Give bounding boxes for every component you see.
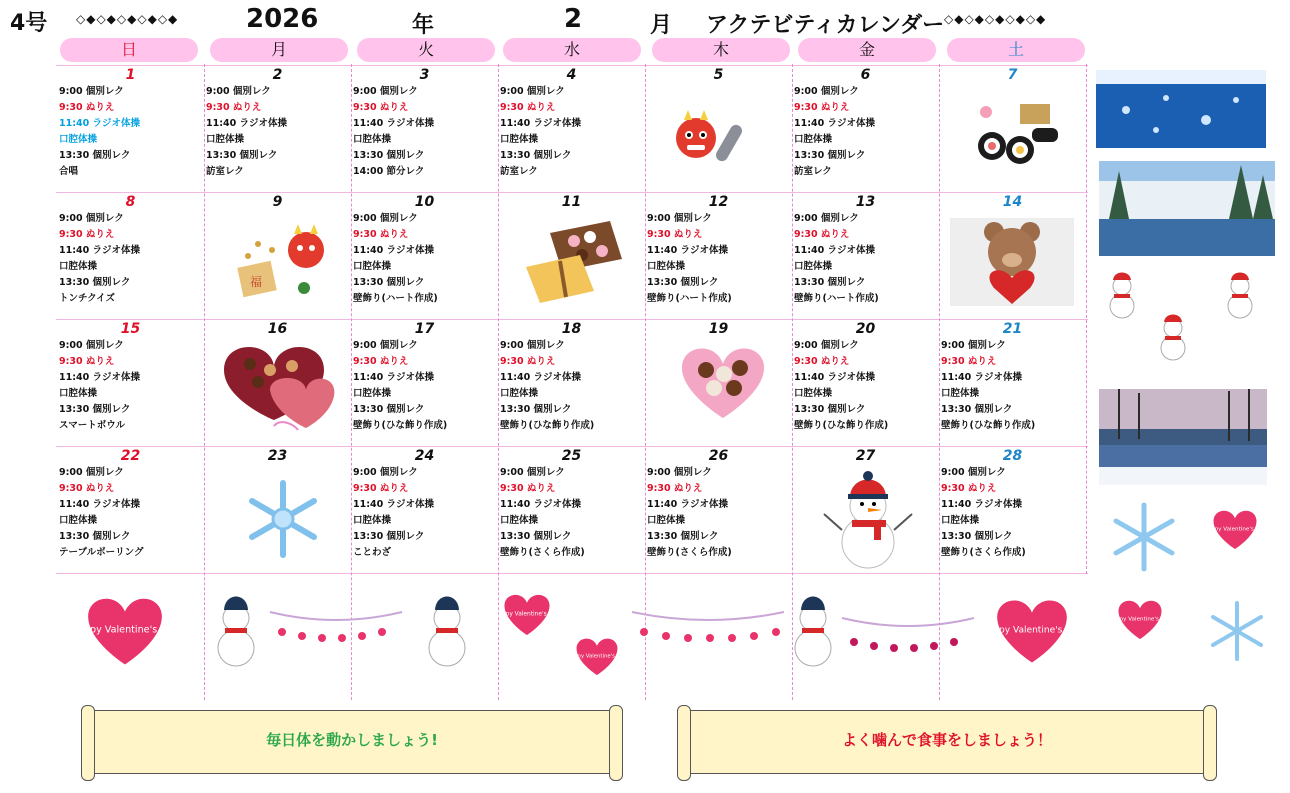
activity-list bbox=[500, 465, 643, 561]
day-number: 14 bbox=[1002, 194, 1023, 210]
calendar-day-cell bbox=[57, 66, 204, 192]
weekday-header: 月 bbox=[210, 38, 348, 62]
activity-item: 13:30 個別レク bbox=[941, 404, 1013, 415]
activity-item: 11:40 ラジオ体操 bbox=[353, 372, 435, 383]
heart-garland-icon bbox=[268, 602, 404, 646]
activity-item: 13:30 個別レク bbox=[941, 531, 1013, 542]
valentine-heart-text: Happy Valentine's Day bbox=[1108, 616, 1172, 623]
banner-right-text: よく噛んで食事をしましょう！ bbox=[841, 731, 1052, 749]
activity-item: 9:00 個別レク bbox=[206, 86, 271, 97]
activity-item: 9:30 ぬりえ bbox=[941, 356, 997, 367]
activity-item: 口腔体操 bbox=[647, 515, 686, 526]
scroll-banner-right bbox=[684, 710, 1210, 774]
snowman-icon bbox=[424, 588, 470, 670]
activity-item: 口腔体操 bbox=[794, 134, 833, 145]
weekday-header: 日 bbox=[60, 38, 198, 62]
activity-item: 9:00 個別レク bbox=[794, 86, 859, 97]
day-number: 11 bbox=[561, 194, 582, 210]
calendar-day-cell bbox=[351, 66, 498, 192]
day-number: 24 bbox=[414, 448, 435, 464]
header-month-label: 月 bbox=[650, 13, 673, 38]
header-diamonds-left: ◇◆◇◆◇◆◇◆◇◆ bbox=[76, 12, 179, 26]
activity-item: 口腔体操 bbox=[500, 134, 539, 145]
activity-item: 9:00 個別レク bbox=[59, 467, 124, 478]
day-number: 10 bbox=[414, 194, 435, 210]
activity-item: 9:00 個別レク bbox=[647, 467, 712, 478]
activity-item: 口腔体操 bbox=[500, 388, 539, 399]
activity-item: 壁飾り(ハート作成) bbox=[353, 293, 438, 304]
weekday-header: 金 bbox=[798, 38, 936, 62]
activity-item: トンチクイズ bbox=[59, 293, 116, 304]
heart-chocolate-box-icon bbox=[214, 340, 338, 432]
calendar-day-cell bbox=[498, 320, 645, 446]
activity-item: 9:00 個別レク bbox=[59, 213, 124, 224]
activity-item: 13:30 個別レク bbox=[59, 531, 131, 542]
day-number: 7 bbox=[1007, 67, 1018, 83]
calendar-day-cell bbox=[351, 320, 498, 446]
activity-item: 11:40 ラジオ体操 bbox=[794, 245, 876, 256]
day-number: 4 bbox=[566, 67, 577, 83]
day-number: 6 bbox=[860, 67, 871, 83]
calendar-day-cell bbox=[57, 320, 204, 446]
valentine-heart-text: Happy Valentine's Day bbox=[980, 625, 1084, 636]
activity-item: 壁飾り(ハート作成) bbox=[794, 293, 879, 304]
activity-item: 13:30 個別レク bbox=[794, 150, 866, 161]
activity-item: 11:40 ラジオ体操 bbox=[794, 372, 876, 383]
activity-item: 口腔体操 bbox=[59, 515, 98, 526]
header-diamonds-right: ◇◆◇◆◇◆◇◆◇◆ bbox=[944, 12, 1047, 26]
activity-item: 9:00 個別レク bbox=[941, 340, 1006, 351]
activity-item: 11:40 ラジオ体操 bbox=[647, 499, 729, 510]
activity-item: 13:30 個別レク bbox=[353, 150, 425, 161]
activity-list bbox=[794, 84, 937, 180]
snowflake-icon bbox=[1104, 500, 1184, 574]
activity-item: 訪室レク bbox=[794, 166, 832, 177]
activity-item: 11:40 ラジオ体操 bbox=[353, 245, 435, 256]
activity-item: 9:30 ぬりえ bbox=[59, 229, 115, 240]
activity-item: 13:30 個別レク bbox=[647, 277, 719, 288]
activity-item: 13:30 個別レク bbox=[59, 150, 131, 161]
activity-list bbox=[353, 465, 496, 561]
activity-item: 口腔体操 bbox=[59, 261, 98, 272]
activity-item: 9:30 ぬりえ bbox=[794, 356, 850, 367]
activity-item: 11:40 ラジオ体操 bbox=[500, 499, 582, 510]
activity-item: 壁飾り(ハート作成) bbox=[647, 293, 732, 304]
day-number: 20 bbox=[855, 321, 876, 337]
day-number: 28 bbox=[1002, 448, 1023, 464]
snowman-icon bbox=[790, 588, 836, 670]
calendar-day-cell bbox=[57, 447, 204, 573]
valentine-heart-icon bbox=[980, 596, 1084, 664]
weekday-header: 水 bbox=[503, 38, 641, 62]
scroll-roll bbox=[81, 705, 95, 781]
day-number: 2 bbox=[272, 67, 283, 83]
valentine-heart-icon bbox=[70, 594, 180, 666]
activity-list bbox=[647, 211, 790, 307]
day-number: 1 bbox=[125, 67, 136, 83]
activity-item: 9:00 個別レク bbox=[353, 467, 418, 478]
activity-list bbox=[941, 465, 1084, 561]
winter-snowflake-photo bbox=[1096, 70, 1266, 148]
activity-item: 9:00 個別レク bbox=[353, 213, 418, 224]
activity-item: 11:40 ラジオ体操 bbox=[59, 499, 141, 510]
calendar-day-cell bbox=[57, 193, 204, 319]
activity-item: 13:30 個別レク bbox=[59, 277, 131, 288]
day-number: 21 bbox=[1002, 321, 1023, 337]
issue-number: 4号 bbox=[10, 11, 48, 36]
activity-list bbox=[59, 465, 202, 561]
snowman-icon bbox=[213, 588, 259, 670]
activity-item: 口腔体操 bbox=[353, 261, 392, 272]
day-number: 26 bbox=[708, 448, 729, 464]
day-number: 13 bbox=[855, 194, 876, 210]
activity-item: 11:40 ラジオ体操 bbox=[206, 118, 288, 129]
activity-list bbox=[353, 211, 496, 307]
snowflake-icon bbox=[242, 478, 324, 560]
activity-item: 9:30 ぬりえ bbox=[794, 102, 850, 113]
chocolate-box-icon bbox=[522, 215, 626, 305]
oni-demon-icon bbox=[668, 108, 758, 168]
activity-item: 11:40 ラジオ体操 bbox=[59, 372, 141, 383]
activity-item: 13:30 個別レク bbox=[794, 404, 866, 415]
heart-garland-icon bbox=[840, 608, 976, 658]
activity-item: 13:30 個別レク bbox=[59, 404, 131, 415]
snowman-icon bbox=[1155, 310, 1191, 362]
activity-item: 13:30 個別レク bbox=[353, 277, 425, 288]
activity-item: 9:30 ぬりえ bbox=[647, 483, 703, 494]
day-number: 9 bbox=[272, 194, 283, 210]
activity-item: 11:40 ラジオ体操 bbox=[59, 118, 141, 129]
valentine-heart-icon bbox=[566, 636, 628, 676]
calendar-title: アクテビティカレンダー bbox=[706, 13, 945, 38]
grid-line bbox=[1086, 64, 1087, 574]
activity-item: 9:30 ぬりえ bbox=[59, 356, 115, 367]
valentine-heart-text: Happy Valentine's Day bbox=[70, 624, 180, 636]
calendar-day-cell bbox=[351, 193, 498, 319]
activity-item: 9:30 ぬりえ bbox=[500, 356, 556, 367]
header-month: 2 bbox=[564, 4, 583, 34]
calendar-day-cell bbox=[351, 447, 498, 573]
activity-item: 9:00 個別レク bbox=[794, 213, 859, 224]
activity-item: 11:40 ラジオ体操 bbox=[794, 118, 876, 129]
activity-item: 9:30 ぬりえ bbox=[353, 356, 409, 367]
activity-list bbox=[206, 84, 349, 180]
activity-item: 9:30 ぬりえ bbox=[500, 483, 556, 494]
activity-list bbox=[59, 211, 202, 307]
day-number: 5 bbox=[713, 67, 724, 83]
activity-item: 13:30 個別レク bbox=[500, 531, 572, 542]
activity-item: スマートボウル bbox=[59, 420, 126, 431]
activity-list bbox=[500, 338, 643, 434]
valentine-heart-icon bbox=[1108, 598, 1172, 640]
activity-item: 口腔体操 bbox=[794, 261, 833, 272]
activity-item: 9:30 ぬりえ bbox=[941, 483, 997, 494]
activity-item: 11:40 ラジオ体操 bbox=[353, 499, 435, 510]
activity-item: 11:40 ラジオ体操 bbox=[941, 372, 1023, 383]
activity-item: 13:30 個別レク bbox=[647, 531, 719, 542]
valentine-heart-text: Happy Valentine's Day bbox=[1203, 526, 1267, 533]
activity-item: 9:00 個別レク bbox=[353, 86, 418, 97]
calendar-day-cell bbox=[792, 193, 939, 319]
activity-item: 9:00 個別レク bbox=[500, 467, 565, 478]
grid-line bbox=[56, 573, 1088, 574]
activity-item: 壁飾り(さくら作成) bbox=[647, 547, 732, 558]
activity-item: 口腔体操 bbox=[59, 388, 98, 399]
ehomaki-sushi-icon bbox=[972, 98, 1062, 170]
activity-item: 9:30 ぬりえ bbox=[353, 483, 409, 494]
snowman-icon bbox=[1104, 268, 1140, 320]
day-number: 16 bbox=[267, 321, 288, 337]
activity-item: 9:30 ぬりえ bbox=[794, 229, 850, 240]
activity-item: 訪室レク bbox=[500, 166, 538, 177]
snowman-icon bbox=[818, 470, 918, 570]
day-number: 3 bbox=[419, 67, 430, 83]
activity-item: 9:00 個別レク bbox=[500, 340, 565, 351]
valentine-heart-text: Happy Valentine's Day bbox=[566, 653, 628, 660]
activity-item: 壁飾り(ひな飾り作成) bbox=[941, 420, 1036, 431]
activity-item: 口腔体操 bbox=[941, 515, 980, 526]
activity-item: 壁飾り(ひな飾り作成) bbox=[794, 420, 889, 431]
calendar-day-cell bbox=[498, 66, 645, 192]
activity-item: 9:00 個別レク bbox=[647, 213, 712, 224]
activity-list bbox=[941, 338, 1084, 434]
snowflake-icon bbox=[1208, 597, 1266, 665]
heart-garland-icon bbox=[630, 602, 786, 646]
activity-list bbox=[647, 465, 790, 561]
activity-item: 13:30 個別レク bbox=[500, 150, 572, 161]
valentine-heart-icon bbox=[493, 592, 561, 636]
valentine-heart-text: Happy Valentine's Day bbox=[493, 611, 561, 618]
activity-item: 13:30 個別レク bbox=[794, 277, 866, 288]
calendar-day-cell bbox=[792, 320, 939, 446]
activity-item: テーブルボーリング bbox=[59, 547, 144, 558]
scroll-roll bbox=[677, 705, 691, 781]
activity-item: 9:00 個別レク bbox=[500, 86, 565, 97]
day-number: 17 bbox=[414, 321, 435, 337]
activity-list bbox=[353, 338, 496, 434]
scroll-banner-left bbox=[88, 710, 616, 774]
activity-item: 11:40 ラジオ体操 bbox=[500, 372, 582, 383]
calendar-day-cell bbox=[498, 447, 645, 573]
activity-item: ことわざ bbox=[353, 547, 392, 558]
calendar-day-cell bbox=[939, 320, 1086, 446]
activity-item: 13:30 個別レク bbox=[353, 531, 425, 542]
activity-item: 口腔体操 bbox=[206, 134, 245, 145]
activity-item: 口腔体操 bbox=[500, 515, 539, 526]
activity-item: 9:00 個別レク bbox=[59, 340, 124, 351]
setsubun-beans-icon bbox=[232, 228, 332, 306]
activity-item: 壁飾り(さくら作成) bbox=[500, 547, 585, 558]
banner-left-text: 毎日体を動かしましょう! bbox=[266, 731, 438, 749]
activity-item: 9:30 ぬりえ bbox=[59, 102, 115, 113]
activity-item: 9:30 ぬりえ bbox=[353, 102, 409, 113]
activity-item: 11:40 ラジオ体操 bbox=[647, 245, 729, 256]
day-number: 12 bbox=[708, 194, 729, 210]
activity-list bbox=[59, 84, 202, 180]
activity-item: 壁飾り(さくら作成) bbox=[941, 547, 1026, 558]
activity-item: 9:00 個別レク bbox=[59, 86, 124, 97]
snowman-icon bbox=[1222, 268, 1258, 320]
teddy-bear-heart-icon bbox=[950, 218, 1074, 306]
activity-item: 9:00 個別レク bbox=[941, 467, 1006, 478]
calendar-day-cell bbox=[792, 66, 939, 192]
snowy-forest-lake-photo bbox=[1099, 161, 1275, 256]
activity-item: 9:30 ぬりえ bbox=[500, 102, 556, 113]
activity-item: 11:40 ラジオ体操 bbox=[59, 245, 141, 256]
weekday-header: 火 bbox=[357, 38, 495, 62]
calendar-day-cell bbox=[204, 66, 351, 192]
heart-chocolates-icon bbox=[678, 344, 768, 420]
activity-item: 9:30 ぬりえ bbox=[59, 483, 115, 494]
valentine-heart-icon bbox=[1203, 508, 1267, 550]
activity-list bbox=[353, 84, 496, 180]
calendar-day-cell bbox=[939, 447, 1086, 573]
activity-item: 口腔体操 bbox=[941, 388, 980, 399]
activity-item: 11:40 ラジオ体操 bbox=[941, 499, 1023, 510]
activity-list bbox=[500, 84, 643, 180]
scroll-roll bbox=[609, 705, 623, 781]
activity-item: 9:30 ぬりえ bbox=[647, 229, 703, 240]
day-number: 8 bbox=[125, 194, 136, 210]
activity-item: 口腔体操 bbox=[647, 261, 686, 272]
activity-item: 13:30 個別レク bbox=[206, 150, 278, 161]
activity-item: 9:00 個別レク bbox=[794, 340, 859, 351]
day-number: 22 bbox=[120, 448, 141, 464]
activity-item: 合唱 bbox=[59, 166, 79, 177]
activity-item: 口腔体操 bbox=[794, 388, 833, 399]
day-number: 23 bbox=[267, 448, 288, 464]
day-number: 18 bbox=[561, 321, 582, 337]
activity-item: 9:00 個別レク bbox=[353, 340, 418, 351]
activity-item: 11:40 ラジオ体操 bbox=[353, 118, 435, 129]
activity-item: 口腔体操 bbox=[353, 515, 392, 526]
activity-item: 壁飾り(ひな飾り作成) bbox=[353, 420, 448, 431]
activity-item: 口腔体操 bbox=[353, 388, 392, 399]
activity-list bbox=[794, 211, 937, 307]
activity-item: 9:30 ぬりえ bbox=[353, 229, 409, 240]
day-number: 25 bbox=[561, 448, 582, 464]
activity-list bbox=[59, 338, 202, 434]
day-number: 27 bbox=[855, 448, 876, 464]
weekday-header: 木 bbox=[652, 38, 790, 62]
activity-item: 11:40 ラジオ体操 bbox=[500, 118, 582, 129]
activity-item: 13:30 個別レク bbox=[500, 404, 572, 415]
calendar-day-cell bbox=[645, 447, 792, 573]
activity-item: 口腔体操 bbox=[59, 134, 98, 145]
day-number: 15 bbox=[120, 321, 141, 337]
activity-item: 壁飾り(ひな飾り作成) bbox=[500, 420, 595, 431]
header-year: 2026 bbox=[246, 4, 319, 34]
calendar-day-cell bbox=[645, 193, 792, 319]
activity-item: 9:30 ぬりえ bbox=[206, 102, 262, 113]
activity-item: 口腔体操 bbox=[353, 134, 392, 145]
activity-item: 13:30 個別レク bbox=[353, 404, 425, 415]
scroll-roll bbox=[1203, 705, 1217, 781]
activity-item: 14:00 節分レク bbox=[353, 166, 425, 177]
header-year-label: 年 bbox=[412, 13, 435, 38]
activity-item: 訪室レク bbox=[206, 166, 244, 177]
winter-river-sunset-photo bbox=[1099, 389, 1267, 485]
day-number: 19 bbox=[708, 321, 729, 337]
activity-list bbox=[794, 338, 937, 434]
svg-text:福: 福 bbox=[250, 275, 263, 289]
weekday-header: 土 bbox=[947, 38, 1085, 62]
